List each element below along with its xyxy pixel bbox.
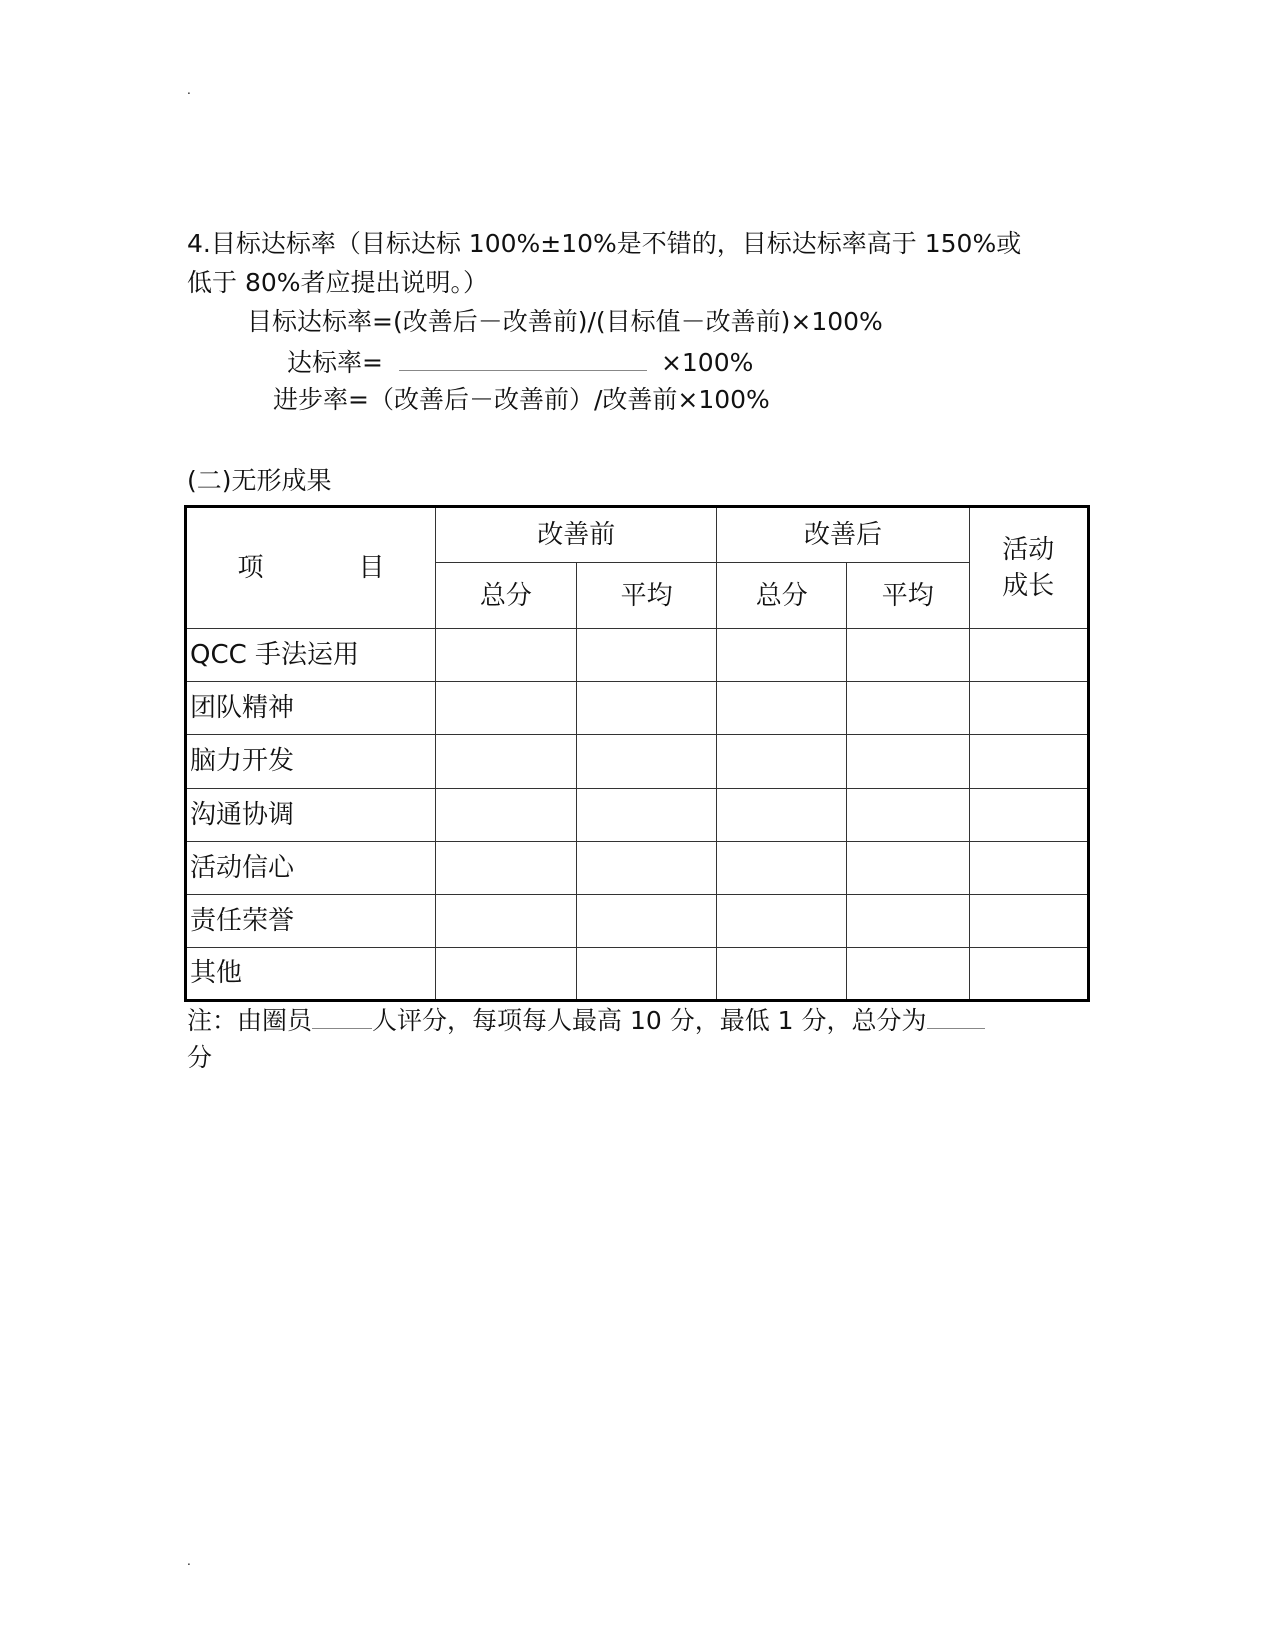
paragraph-line-2: 低于 80%者应提出说明。） bbox=[187, 268, 489, 297]
cell-growth[interactable] bbox=[969, 788, 1088, 841]
row-label: QCC 手法运用 bbox=[186, 629, 436, 682]
cell-after-avg[interactable] bbox=[847, 788, 970, 841]
row-label: 活动信心 bbox=[186, 841, 436, 894]
page-mark-bottom: . bbox=[187, 1554, 191, 1568]
header-growth-line2: 成长 bbox=[1002, 571, 1055, 602]
table-row bbox=[186, 735, 1089, 788]
cell-after-avg[interactable] bbox=[847, 841, 970, 894]
cell-before-avg[interactable] bbox=[576, 841, 717, 894]
note-part-2: 人评分，每项每人最高 10 分，最低 1 分，总分为 bbox=[372, 1006, 927, 1035]
cell-before-avg[interactable] bbox=[576, 629, 717, 682]
header-after: 改善后 bbox=[717, 507, 969, 563]
cell-growth[interactable] bbox=[969, 894, 1088, 947]
row-label: 其他 bbox=[186, 947, 436, 1000]
header-before-total: 总分 bbox=[436, 563, 577, 629]
cell-before-total[interactable] bbox=[436, 947, 577, 1000]
header-growth bbox=[969, 507, 1088, 629]
cell-before-total[interactable] bbox=[436, 682, 577, 735]
page-mark-top: . bbox=[187, 83, 191, 97]
cell-after-total[interactable] bbox=[717, 788, 847, 841]
header-item-b: 目 bbox=[358, 553, 385, 584]
cell-after-total[interactable] bbox=[717, 682, 847, 735]
note-blank-members[interactable] bbox=[312, 1004, 372, 1029]
cell-before-total[interactable] bbox=[436, 894, 577, 947]
paragraph-line-1: 4.目标达标率（目标达标 100%±10%是不错的，目标达标率高于 150%或 bbox=[187, 229, 1022, 258]
row-label: 沟通协调 bbox=[186, 788, 436, 841]
header-after-avg: 平均 bbox=[847, 563, 970, 629]
header-before: 改善前 bbox=[436, 507, 717, 563]
cell-after-avg[interactable] bbox=[847, 735, 970, 788]
cell-after-avg[interactable] bbox=[847, 894, 970, 947]
row-label: 脑力开发 bbox=[186, 735, 436, 788]
cell-before-avg[interactable] bbox=[576, 947, 717, 1000]
cell-after-total[interactable] bbox=[717, 947, 847, 1000]
header-before-avg: 平均 bbox=[576, 563, 717, 629]
formula-achieve-rate bbox=[287, 346, 753, 378]
cell-growth[interactable] bbox=[969, 629, 1088, 682]
section-title: (二)无形成果 bbox=[187, 466, 332, 495]
formula-blank-line bbox=[399, 346, 647, 371]
table-header-row-1 bbox=[186, 507, 1089, 563]
cell-after-avg[interactable] bbox=[847, 947, 970, 1000]
cell-growth[interactable] bbox=[969, 682, 1088, 735]
header-item bbox=[186, 507, 436, 629]
note-line-2: 分 bbox=[187, 1043, 213, 1072]
cell-after-avg[interactable] bbox=[847, 682, 970, 735]
cell-growth[interactable] bbox=[969, 947, 1088, 1000]
cell-after-avg[interactable] bbox=[847, 629, 970, 682]
intangible-results-table bbox=[184, 505, 1090, 1002]
cell-after-total[interactable] bbox=[717, 735, 847, 788]
row-label: 团队精神 bbox=[186, 682, 436, 735]
cell-growth[interactable] bbox=[969, 841, 1088, 894]
cell-before-avg[interactable] bbox=[576, 788, 717, 841]
note-blank-total[interactable] bbox=[927, 1004, 985, 1029]
header-after-total: 总分 bbox=[717, 563, 847, 629]
cell-before-total[interactable] bbox=[436, 735, 577, 788]
cell-before-total[interactable] bbox=[436, 629, 577, 682]
formula-achieve-label: 达标率= bbox=[287, 348, 383, 377]
formula-progress-rate: 进步率=（改善后－改善前）/改善前×100% bbox=[273, 385, 770, 414]
note-line-1 bbox=[187, 1004, 985, 1036]
cell-before-total[interactable] bbox=[436, 788, 577, 841]
header-growth-line1: 活动 bbox=[1002, 535, 1055, 566]
table-row bbox=[186, 682, 1089, 735]
cell-before-avg[interactable] bbox=[576, 894, 717, 947]
table-row bbox=[186, 947, 1089, 1000]
table-row bbox=[186, 894, 1089, 947]
formula-target-rate: 目标达标率=(改善后－改善前)/(目标值－改善前)×100% bbox=[247, 307, 883, 336]
note-part-1: 注：由圈员 bbox=[187, 1006, 313, 1035]
row-label: 责任荣誉 bbox=[186, 894, 436, 947]
cell-before-avg[interactable] bbox=[576, 735, 717, 788]
cell-before-total[interactable] bbox=[436, 841, 577, 894]
cell-before-avg[interactable] bbox=[576, 682, 717, 735]
table-row bbox=[186, 788, 1089, 841]
formula-achieve-suffix: ×100% bbox=[660, 348, 754, 377]
cell-growth[interactable] bbox=[969, 735, 1088, 788]
table-row bbox=[186, 629, 1089, 682]
cell-after-total[interactable] bbox=[717, 841, 847, 894]
table-row bbox=[186, 841, 1089, 894]
cell-after-total[interactable] bbox=[717, 894, 847, 947]
cell-after-total[interactable] bbox=[717, 629, 847, 682]
header-item-a: 项 bbox=[237, 553, 264, 584]
